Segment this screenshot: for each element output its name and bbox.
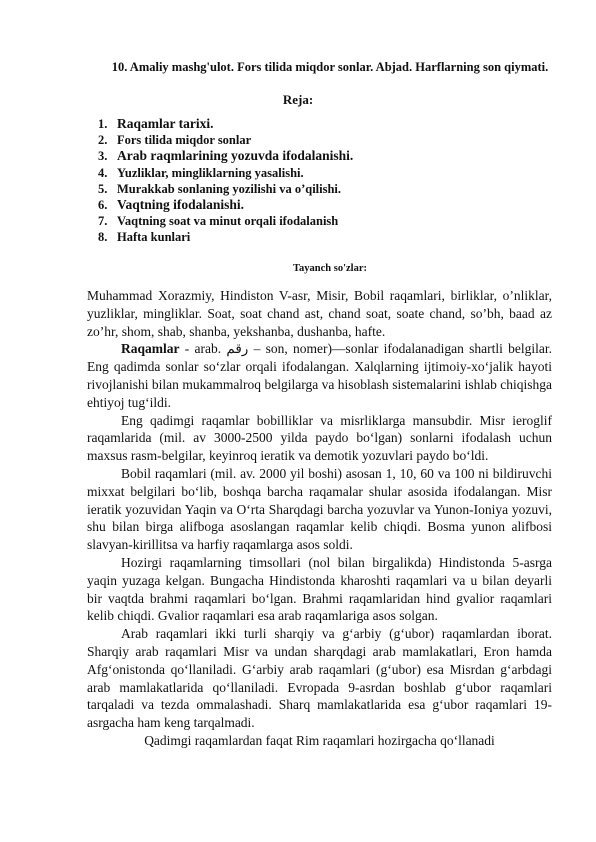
plan-item-number: 3. bbox=[98, 149, 108, 164]
paragraph: Eng qadimgi raqamlar bobilliklar va misrliklarga mansubdir. Misr ieroglif raqamlarida (mil. av 3000-2500 yilda paydo bo‘lgan) sonlarni ifodalash uchun maxsus rasm-belgilar, keyinroq ieratik va demotik yozuvlari paydo bo‘ldi. bbox=[87, 412, 552, 464]
paragraph-text: - arab. رقم – son, nomer)—sonlar ifodalanadigan shartli belgilar. Eng qadimda sonlar so‘zlar orqali ifodalangan. Xalqlarning ijtimoiy-xo‘jalik hayoti rivojlanishi bilan mukammalroq belgilarga va hisoblash sistemalarini ishlab chiqishga ehtiyoj tug‘ildi. bbox=[87, 341, 552, 410]
paragraph-raqamlar bbox=[87, 340, 552, 411]
plan-item-text: Murakkab sonlaning yozilishi va o’qilishi. bbox=[117, 181, 342, 196]
plan-item-number: 6. bbox=[98, 197, 108, 212]
plan-heading: Reja: bbox=[282, 92, 314, 107]
paragraph-last: Qadimgi raqamlardan faqat Rim raqamlari hozirgacha qo‘llanadi bbox=[144, 732, 495, 748]
plan-item bbox=[98, 229, 353, 245]
paragraph: Bobil raqamlari (mil. av. 2000 yil boshi) asosan 1, 10, 60 va 100 ni bildiruvchi mixxat belgilari bo‘lib, boshqa barcha raqamalar shular asosida ifodalangan. Misr ieratik yozuvidan Yaqin va O‘rta Sharqdagi barcha yozuvlar va Yunon-Ioniya yozuvi, shu bilan birga alifboga asoslangan raqamlar kelib chiqdi. Bosma yunon alifbosi slavyan-kirillitsa va harfiy raqamlarga asos soldi. bbox=[87, 465, 552, 553]
plan-item-number: 4. bbox=[98, 165, 108, 180]
keywords-heading: Tayanch so'zlar: bbox=[293, 263, 367, 274]
plan-item bbox=[98, 197, 353, 213]
plan-item bbox=[98, 132, 353, 148]
paragraph: Arab raqamlari ikki turli sharqiy va g‘arbiy (g‘ubor) raqamlardan iborat. Sharqiy arab raqamlari Misr va undan sharqdagi arab mamlakatlari, Eron hamda Afg‘onistonda qo‘llaniladi. G‘arbiy arab raqamlari (g‘ubor) esa Misrdan g‘arbdagi arab mamlakatlarida qo‘llaniladi. Evropada 9-asrdan boshlab g‘ubor raqamlari tarqaladi va tezda ommalashadi. Sharq mamlakatlarida esa g‘ubor raqamlari 19-asrgacha ham keng tarqalmadi. bbox=[87, 626, 552, 731]
plan-item bbox=[98, 148, 353, 164]
keywords-paragraph: Muhammad Xorazmiy, Hindiston V-asr, Misir, Bobil raqamlari, birliklar, o’nliklar, yuzliklar, mingliklar. Soat, soat chand ast, chand soat, soate chand, so’bh, baad az zo’hr, shom, shab, shanba, yekshanba, dushanba, hafte. bbox=[87, 288, 552, 339]
plan-item bbox=[98, 181, 353, 197]
plan-item-text: Vaqtning soat va minut orqali ifodalanish bbox=[117, 214, 339, 229]
plan-item bbox=[98, 116, 353, 132]
plan-item-number: 2. bbox=[98, 133, 108, 148]
plan-list bbox=[98, 116, 353, 246]
plan-item-text: Hafta kunlari bbox=[117, 230, 191, 245]
plan-item-number: 7. bbox=[98, 214, 108, 229]
plan-item-text: Vaqtning ifodalanishi. bbox=[117, 196, 245, 212]
paragraph: Hozirgi raqamlarning timsollari (nol bilan birgalikda) Hindistonda 5-asrga yaqin yuzaga kelgan. Bungacha Hindistonda kharoshti raqamlari va u bilan deyarli bir vaqtda brahmi raqamlari bo‘lgan. Brahmi raqamlaridan hind gvalior raqamlari kelib chiqdi. Gvalior raqamlari esa arab raqamlariga asos solgan. bbox=[87, 554, 552, 624]
plan-item-number: 5. bbox=[98, 181, 108, 196]
document-body bbox=[87, 287, 552, 750]
term-raqamlar: Raqamlar bbox=[121, 341, 180, 357]
plan-item-text: Raqamlar tarixi. bbox=[117, 116, 214, 131]
plan-item bbox=[98, 213, 353, 229]
plan-item bbox=[98, 165, 353, 181]
plan-item-text: Fors tilida miqdor sonlar bbox=[117, 133, 252, 148]
plan-item-number: 1. bbox=[98, 117, 108, 131]
document-title: 10. Amaliy mashg'ulot. Fors tilida miqdor sonlar. Abjad. Harflarning son qiymati. bbox=[111, 60, 549, 74]
plan-item-number: 8. bbox=[98, 230, 108, 245]
plan-item-text: Yuzliklar, mingliklarning yasalishi. bbox=[117, 165, 304, 180]
plan-item-text: Arab raqmlarining yozuvda ifodalanishi. bbox=[117, 148, 354, 164]
